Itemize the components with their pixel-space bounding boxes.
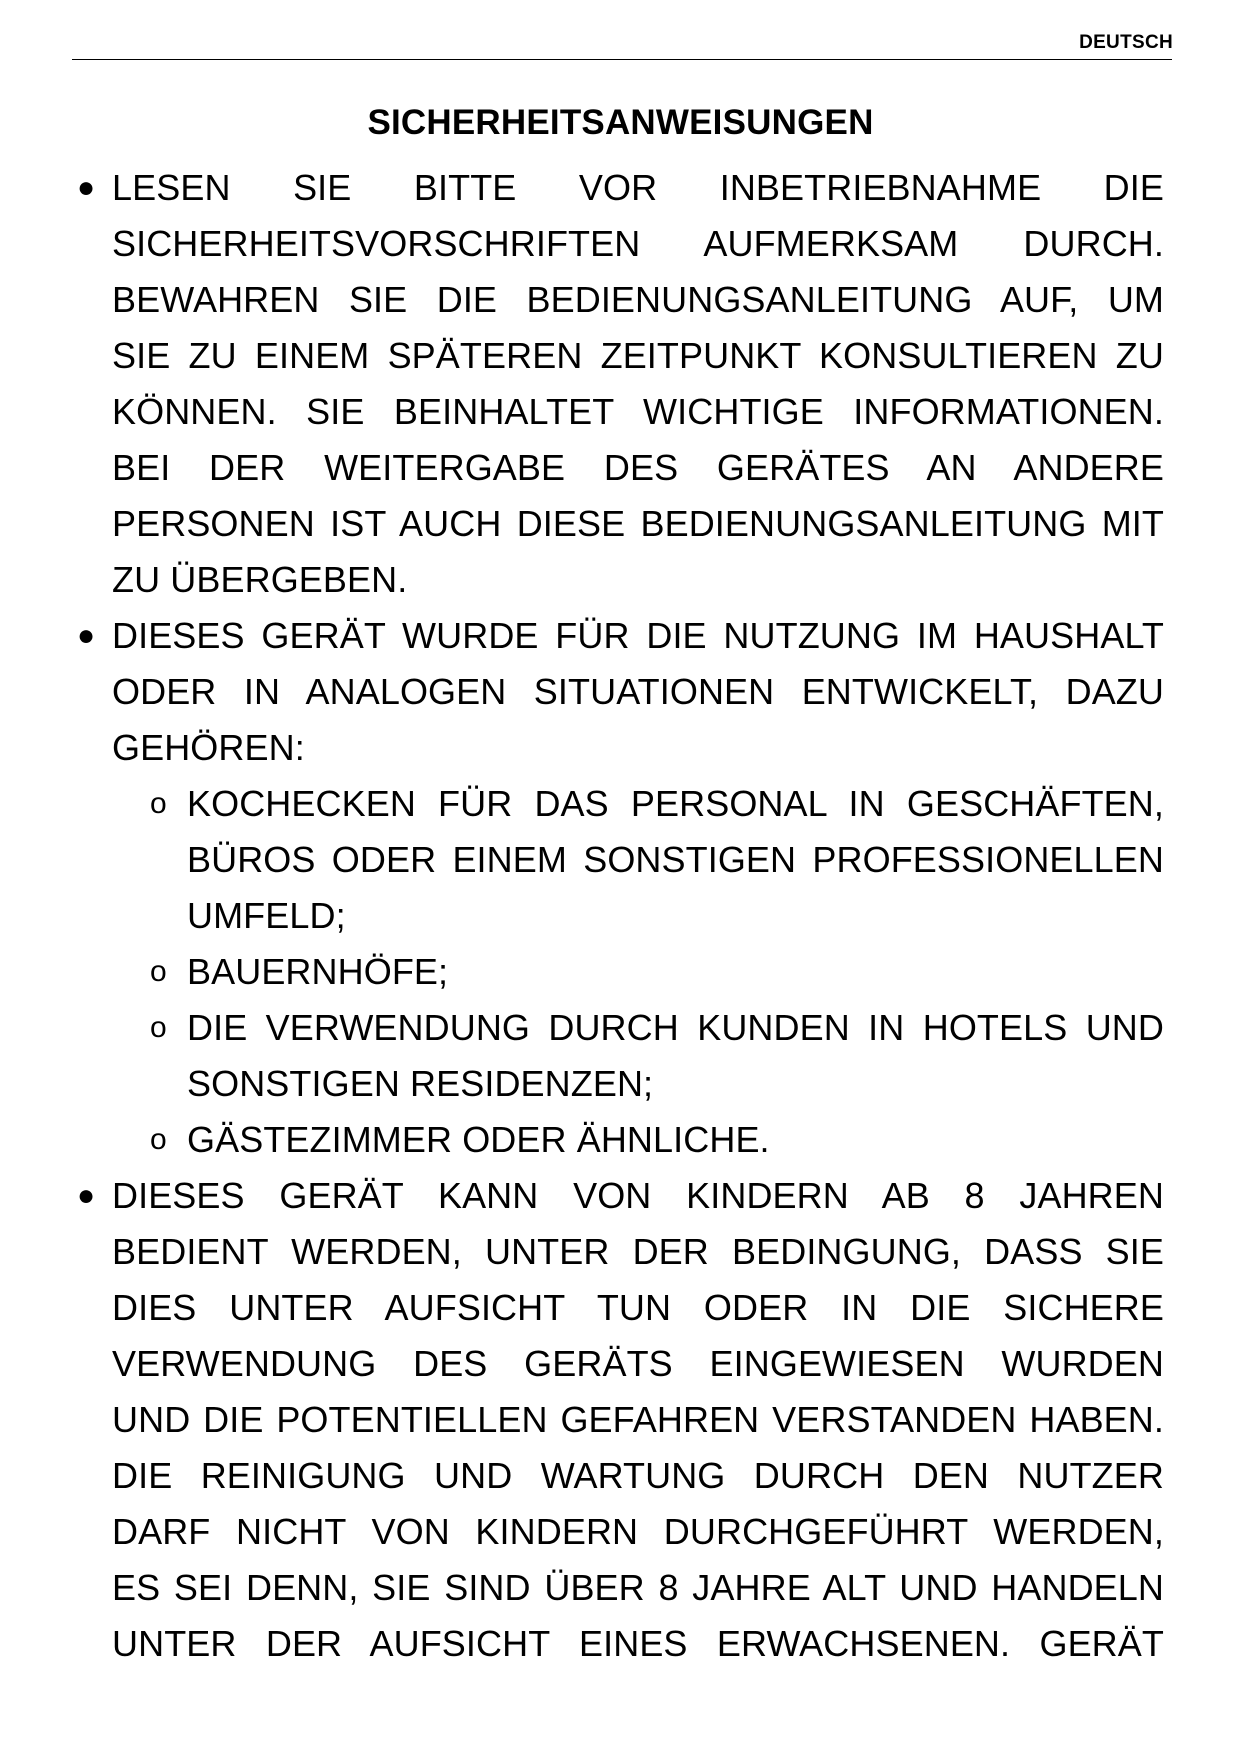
text-line: DIE VERWENDUNG DURCH KUNDEN IN HOTELS UND [187,1007,1164,1048]
text-line: PERSONEN IST AUCH DIESE BEDIENUNGSANLEITUNG MIT [112,503,1164,544]
text-line: DIE REINIGUNG UND WARTUNG DURCH DEN NUTZER [112,1455,1164,1496]
hollow-bullet-icon: o [150,1123,167,1156]
text-line: SICHERHEITSVORSCHRIFTEN AUFMERKSAM DURCH. [112,223,1164,264]
text-line: DIESES GERÄT KANN VON KINDERN AB 8 JAHREN [112,1175,1164,1216]
hollow-bullet-icon: o [150,1011,167,1044]
sub-list [112,776,1164,1168]
bullet-item [77,608,1164,1168]
text-line: GÄSTEZIMMER ODER ÄHNLICHE. [187,1119,770,1160]
text-line: BEDIENT WERDEN, UNTER DER BEDINGUNG, DASS SIE [112,1231,1164,1272]
text-line: BÜROS ODER EINEM SONSTIGEN PROFESSIONELLEN [187,839,1164,880]
text-line: SIE ZU EINEM SPÄTEREN ZEITPUNKT KONSULTIEREN ZU [112,335,1164,376]
hollow-bullet-icon: o [150,787,167,820]
bullet-item [77,1168,1164,1672]
bullet-item [77,160,1164,608]
text-line: BEWAHREN SIE DIE BEDIENUNGSANLEITUNG AUF, UM [112,279,1164,320]
text-line: UMFELD; [187,895,346,936]
text-line: LESEN SIE BITTE VOR INBETRIEBNAHME DIE [112,167,1164,208]
text-line: DARF NICHT VON KINDERN DURCHGEFÜHRT WERDEN, [112,1511,1164,1552]
page-title: SICHERHEITSANWEISUNGEN [367,103,874,143]
sub-list-item [150,944,1164,1000]
text-line: VERWENDUNG DES GERÄTS EINGEWIESEN WURDEN [112,1343,1164,1384]
text-line: DIES UNTER AUFSICHT TUN ODER IN DIE SICHERE [112,1287,1164,1328]
text-line: UNTER DER AUFSICHT EINES ERWACHSENEN. GERÄT [112,1623,1164,1664]
text-line: ZU ÜBERGEBEN. [112,559,408,600]
bullet-icon: ● [77,171,96,204]
text-line: GEHÖREN: [112,727,305,768]
text-line: BAUERNHÖFE; [187,951,449,992]
text-line: BEI DER WEITERGABE DES GERÄTES AN ANDERE [112,447,1164,488]
text-line: DIESES GERÄT WURDE FÜR DIE NUTZUNG IM HAUSHALT [112,615,1164,656]
text-line: ES SEI DENN, SIE SIND ÜBER 8 JAHRE ALT UND HANDELN [112,1567,1164,1608]
hollow-bullet-icon: o [150,955,167,988]
safety-instructions-list [0,160,1241,1672]
text-line: KÖNNEN. SIE BEINHALTET WICHTIGE INFORMATIONEN. [112,391,1164,432]
text-line: ODER IN ANALOGEN SITUATIONEN ENTWICKELT, DAZU [112,671,1164,712]
header-divider [72,59,1172,60]
text-line: UND DIE POTENTIELLEN GEFAHREN VERSTANDEN HABEN. [112,1399,1164,1440]
sub-list-item [150,1000,1164,1112]
sub-list-item [150,776,1164,944]
sub-list-item [150,1112,1164,1168]
bullet-icon: ● [77,1179,96,1212]
text-line: KOCHECKEN FÜR DAS PERSONAL IN GESCHÄFTEN, [187,783,1164,824]
header-language-label: DEUTSCH [1079,32,1173,53]
text-line: SONSTIGEN RESIDENZEN; [187,1063,654,1104]
bullet-icon: ● [77,619,96,652]
